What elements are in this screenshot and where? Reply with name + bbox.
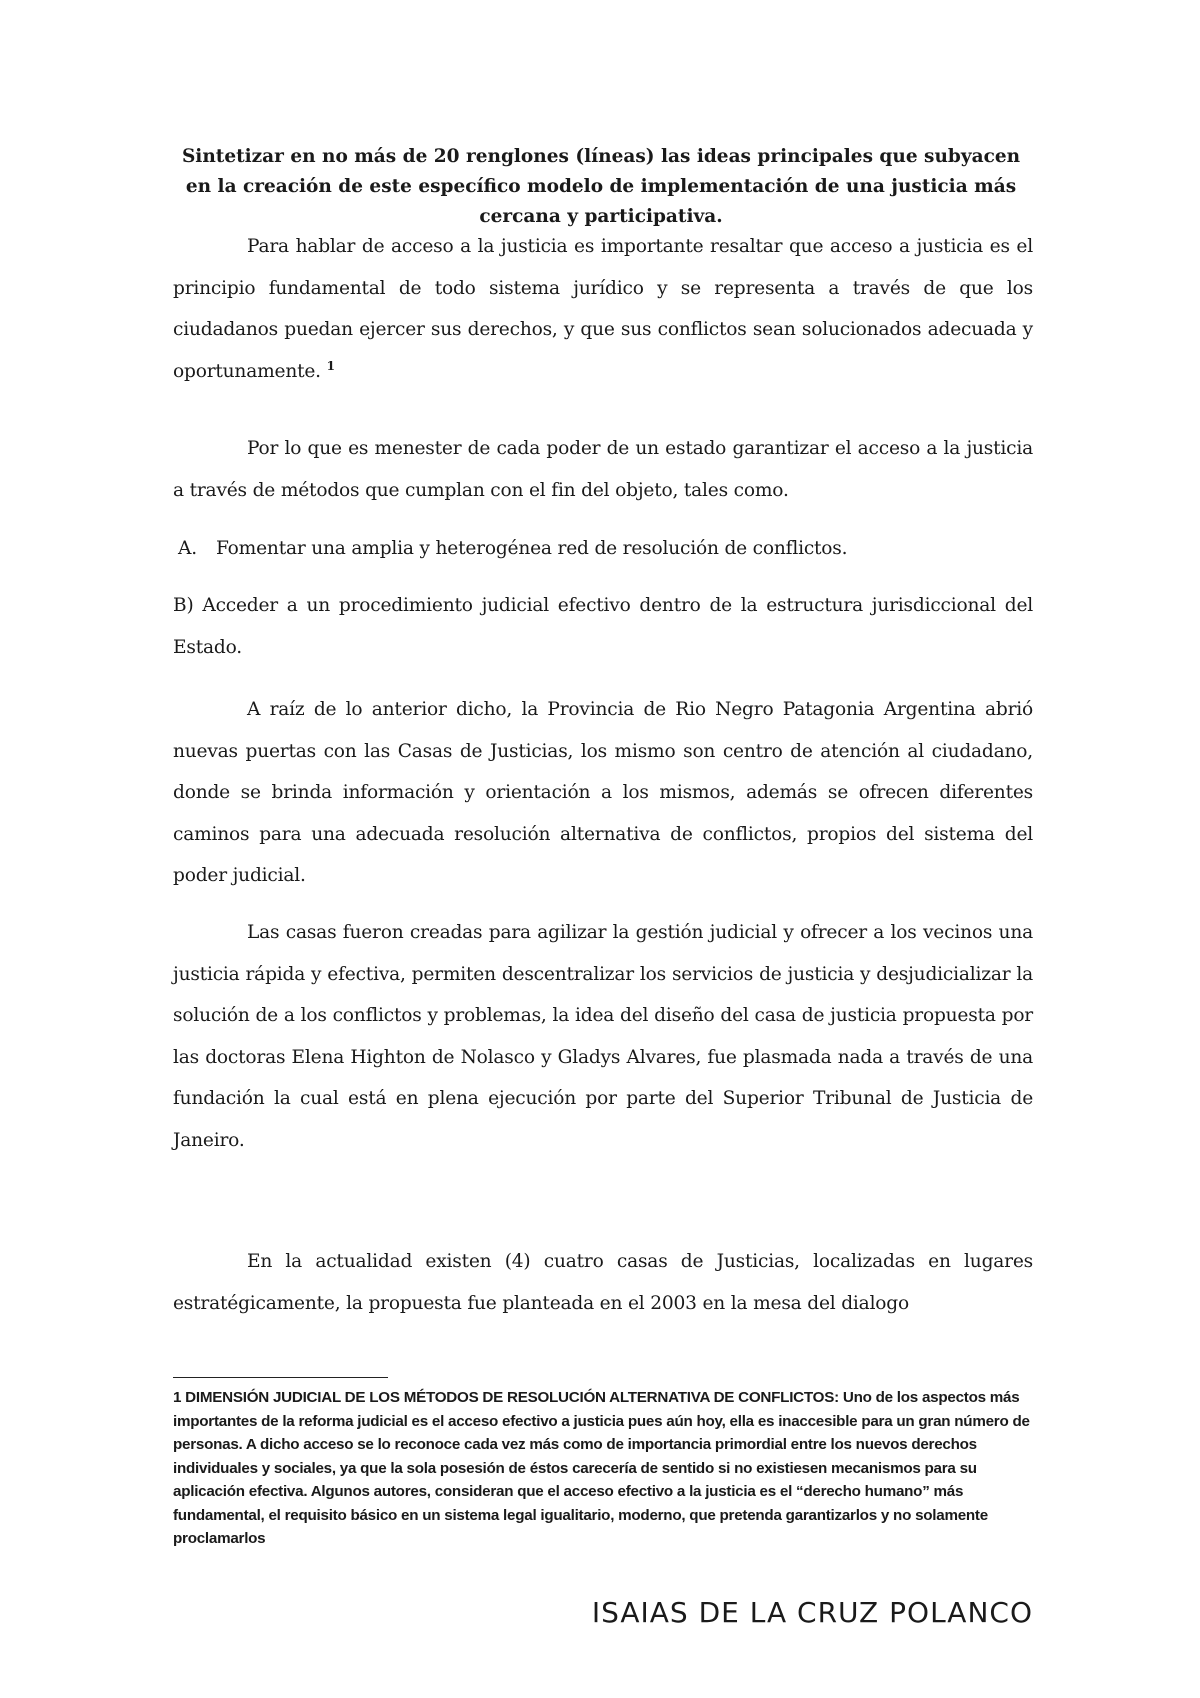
list-item-text: Fomentar una amplia y heterogénea red de resolución de conflictos. (216, 538, 848, 559)
paragraph-access-to-justice (173, 226, 1033, 392)
paragraph-current-casas: En la actualidad existen (4) cuatro casas de Justicias, localizadas en lugares estratégicamente, la propuesta fue planteada en el 2003 en la mesa del dialogo (173, 1251, 1033, 1314)
paragraph-text: Para hablar de acceso a la justicia es importante resaltar que acceso a justicia es el principio fundamental de todo sistema jurídico y se representa a través de que los ciudadanos puedan ejercer sus derechos, y que sus conflictos sean solucionados adecuada y oportunamente. (173, 236, 1033, 382)
paragraph-state-guarantee: Por lo que es menester de cada poder de un estado garantizar el acceso a la justicia a través de métodos que cumplan con el fin del objeto, tales como. (173, 438, 1033, 501)
list-item-a (178, 534, 1038, 564)
author-name: ISAIAS DE LA CRUZ POLANCO (591, 1596, 1033, 1629)
paragraph-casas-purpose: Las casas fueron creadas para agilizar la gestión judicial y ofrecer a los vecinos una justicia rápida y efectiva, permiten descentralizar los servicios de justicia y desjudicializar la solución de a los conflictos y problemas, la idea del diseño del casa de justicia propuesta por las doctoras Elena Highton de Nolasco y Gladys Alvares, fue plasmada nada a través de una fundación la cual está en plena ejecución por parte del Superior Tribunal de Justicia de Janeiro. (173, 922, 1033, 1151)
footnote-reference[interactable]: 1 (326, 358, 335, 373)
list-marker: A. (178, 538, 197, 559)
paragraph-rio-negro: A raíz de lo anterior dicho, la Provincia de Rio Negro Patagonia Argentina abrió nuevas puertas con las Casas de Justicias, los mismo son centro de atención al ciudadano, donde se brinda información y orientación a los mismos, además se ofrecen diferentes caminos para una adecuada resolución alternativa de conflictos, propios del sistema del poder judicial. (173, 699, 1033, 886)
footnote-1: 1 DIMENSIÓN JUDICIAL DE LOS MÉTODOS DE RESOLUCIÓN ALTERNATIVA DE CONFLICTOS: Uno de los aspectos más importantes de la reforma judicial es el acceso efectivo a justicia pues aún hoy, ella es inaccesible para un gran número de personas. A dicho acceso se lo reconoce cada vez más como de importancia primordial entre los nuevos derechos individuales y sociales, ya que la sola posesión de éstos carecería de sentido si no existiesen mecanismos para su aplicación efectiva. Algunos autores, consideran que el acceso efectivo a la justicia es el “derecho humano” más fundamental, el requisito básico en un sistema legal igualitario, moderno, que pretenda garantizarlos y no solamente proclamarlos (173, 1389, 1030, 1547)
footnote-separator (173, 1377, 388, 1378)
paragraph-judicial-procedure: B) Acceder a un procedimiento judicial efectivo dentro de la estructura jurisdiccional del Estado. (173, 595, 1033, 658)
document-title: Sintetizar en no más de 20 renglones (líneas) las ideas principales que subyacen en la creación de este específico modelo de implementación de una justicia más cercana y participativa. (181, 146, 1021, 227)
